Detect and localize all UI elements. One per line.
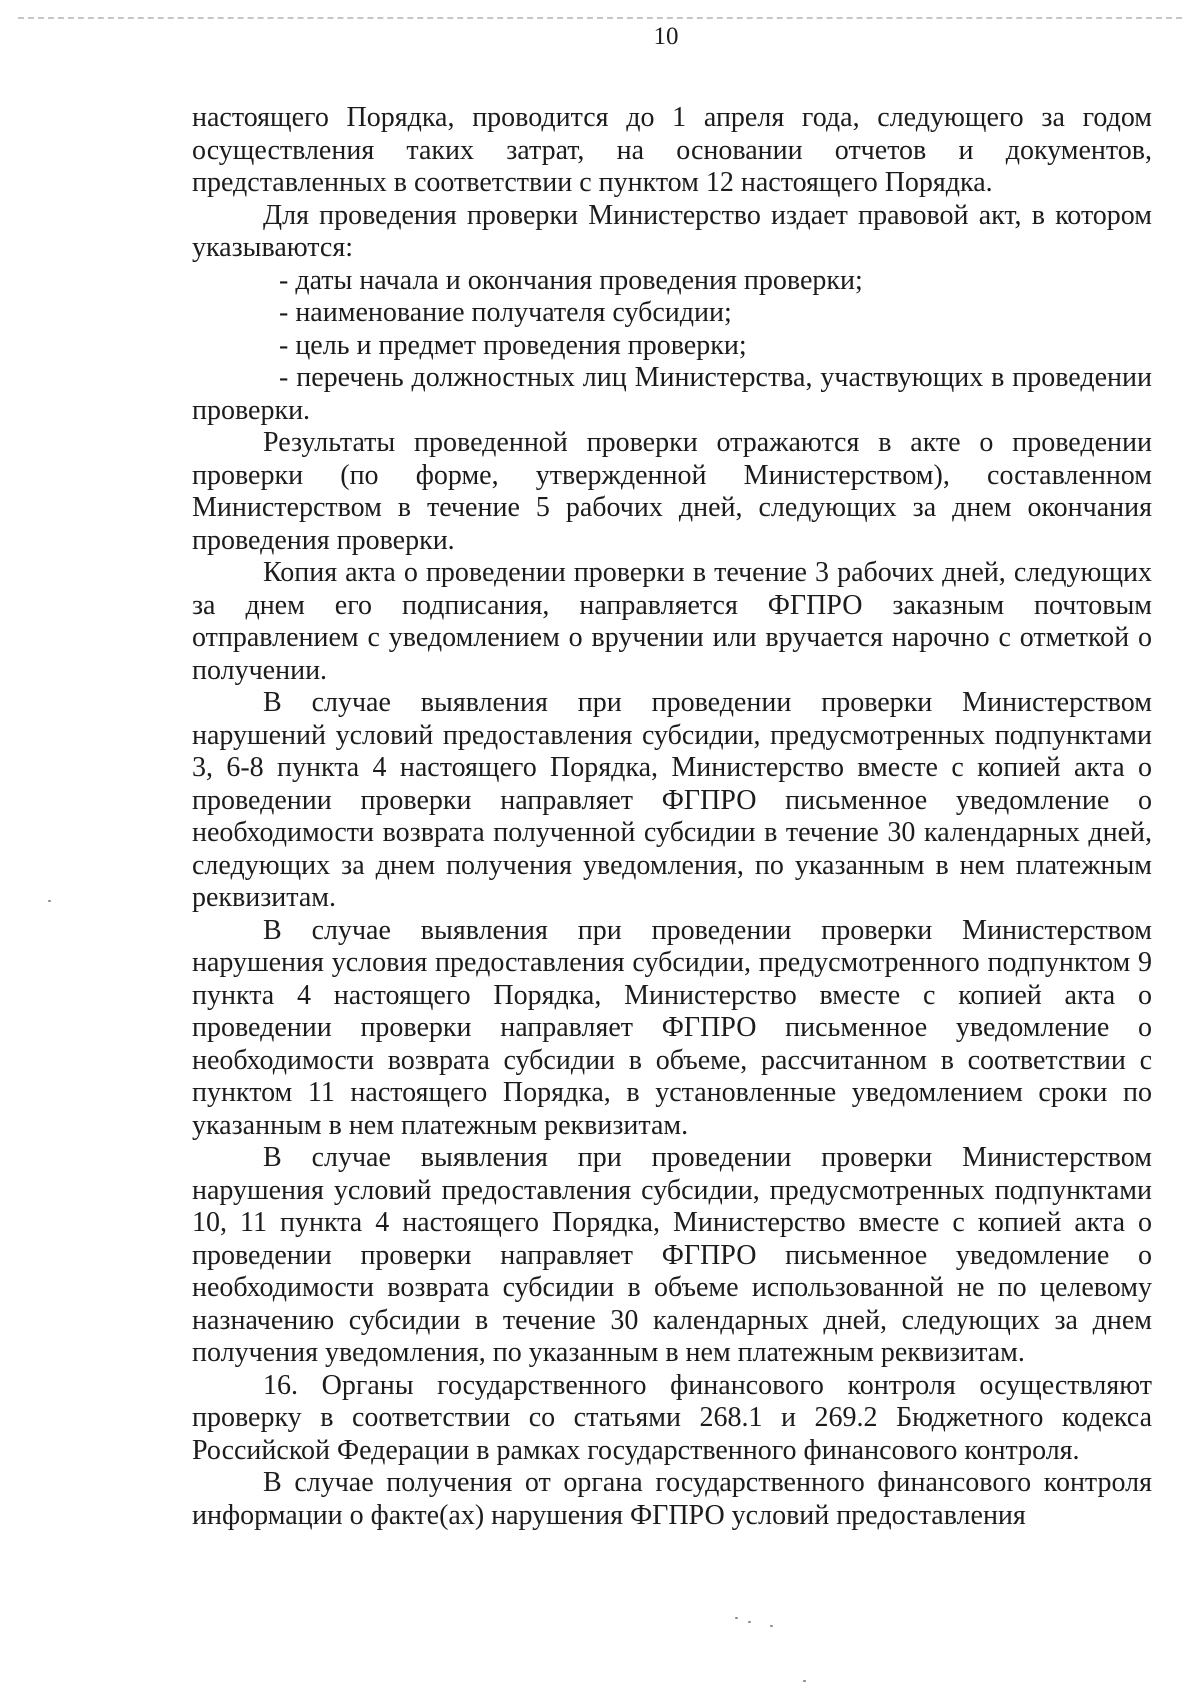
scan-speck bbox=[735, 1617, 738, 1619]
list-item-dates: - даты начала и окончания проведения проверки; bbox=[279, 264, 863, 296]
document-body bbox=[192, 102, 1152, 1532]
scan-speck bbox=[48, 900, 51, 902]
list-item-recipient: - наименование получателя субсидии; bbox=[279, 297, 732, 328]
paragraph-violation-3-6-8: В случае выявления при проведении проверки Министерством нарушений условий предоставления субсидии, предусмотренных подпунктами 3, 6-8 пункта 4 настоящего Порядка, Министерство вместе с копией акта о проведении проверки направляет ФГПРО письменное уведомление о необходимости возврата полученной субсидии в течение 30 календарных дней, следующих за днем получения уведомления, по указанным в нем платежным реквизитам. bbox=[192, 687, 1152, 913]
paragraph-continuation: настоящего Порядка, проводится до 1 апреля года, следующего за годом осуществления таких затрат, на основании отчетов и документов, представленных в соответствии с пунктом 12 настоящего Порядка. bbox=[192, 102, 1152, 198]
paragraph-violation-9: В случае выявления при проведении проверки Министерством нарушения условия предоставления субсидии, предусмотренного подпунктом 9 пункта 4 настоящего Порядка, Министерство вместе с копией акта о проведении проверки направляет ФГПРО письменное уведомление о необходимости возврата субсидии в объеме, рассчитанном в соответствии с пунктом 11 настоящего Порядка, в установленные уведомлением сроки по указанным в нем платежным реквизитам. bbox=[192, 914, 1152, 1141]
list-item-officials: - перечень должностных лиц Министерства, участвующих в проведении проверки. bbox=[192, 362, 1152, 426]
paragraph-violation-10-11: В случае выявления при проведении проверки Министерством нарушения условий предоставления субсидии, предусмотренных подпунктами 10, 11 пункта 4 настоящего Порядка, Министерство вместе с копией акта о проведении проверки направляет ФГПРО письменное уведомление о необходимости возврата субсидии в объеме использованной не по целевому назначению субсидии в течение 30 календарных дней, следующих за днем получения уведомления, по указанным в нем платежным реквизитам. bbox=[192, 1142, 1152, 1368]
paragraph-act-copy: Копия акта о проведении проверки в течение 3 рабочих дней, следующих за днем его подписания, направляется ФГПРО заказным почтовым отправлением с уведомлением о вручении или вручается нарочно с отметкой о получении. bbox=[192, 557, 1152, 686]
page-number: 10 bbox=[653, 23, 679, 50]
paragraph-results: Результаты проведенной проверки отражаются в акте о проведении проверки (по форме, утвержденной Министерством), составленном Министерством в течение 5 рабочих дней, следующих за днем окончания проведения проверки. bbox=[192, 427, 1152, 556]
paragraph-state-control: В случае получения от органа государственного финансового контроля информации о факте(ах) нарушения ФГПРО условий предоставления bbox=[192, 1467, 1152, 1531]
scan-speck bbox=[770, 1625, 773, 1627]
list-item-purpose: - цель и предмет проведения проверки; bbox=[279, 329, 747, 361]
paragraph-section-16: 16. Органы государственного финансового контроля осуществляют проверку в соответствии со статьями 268.1 и 269.2 Бюджетного кодекса Российской Федерации в рамках государственного финансового контроля. bbox=[192, 1369, 1152, 1466]
paragraph-legal-act: Для проведения проверки Министерство издает правовой акт, в котором указываются: bbox=[192, 199, 1152, 263]
scan-speck bbox=[803, 1680, 806, 1682]
scan-speck bbox=[748, 1621, 751, 1623]
